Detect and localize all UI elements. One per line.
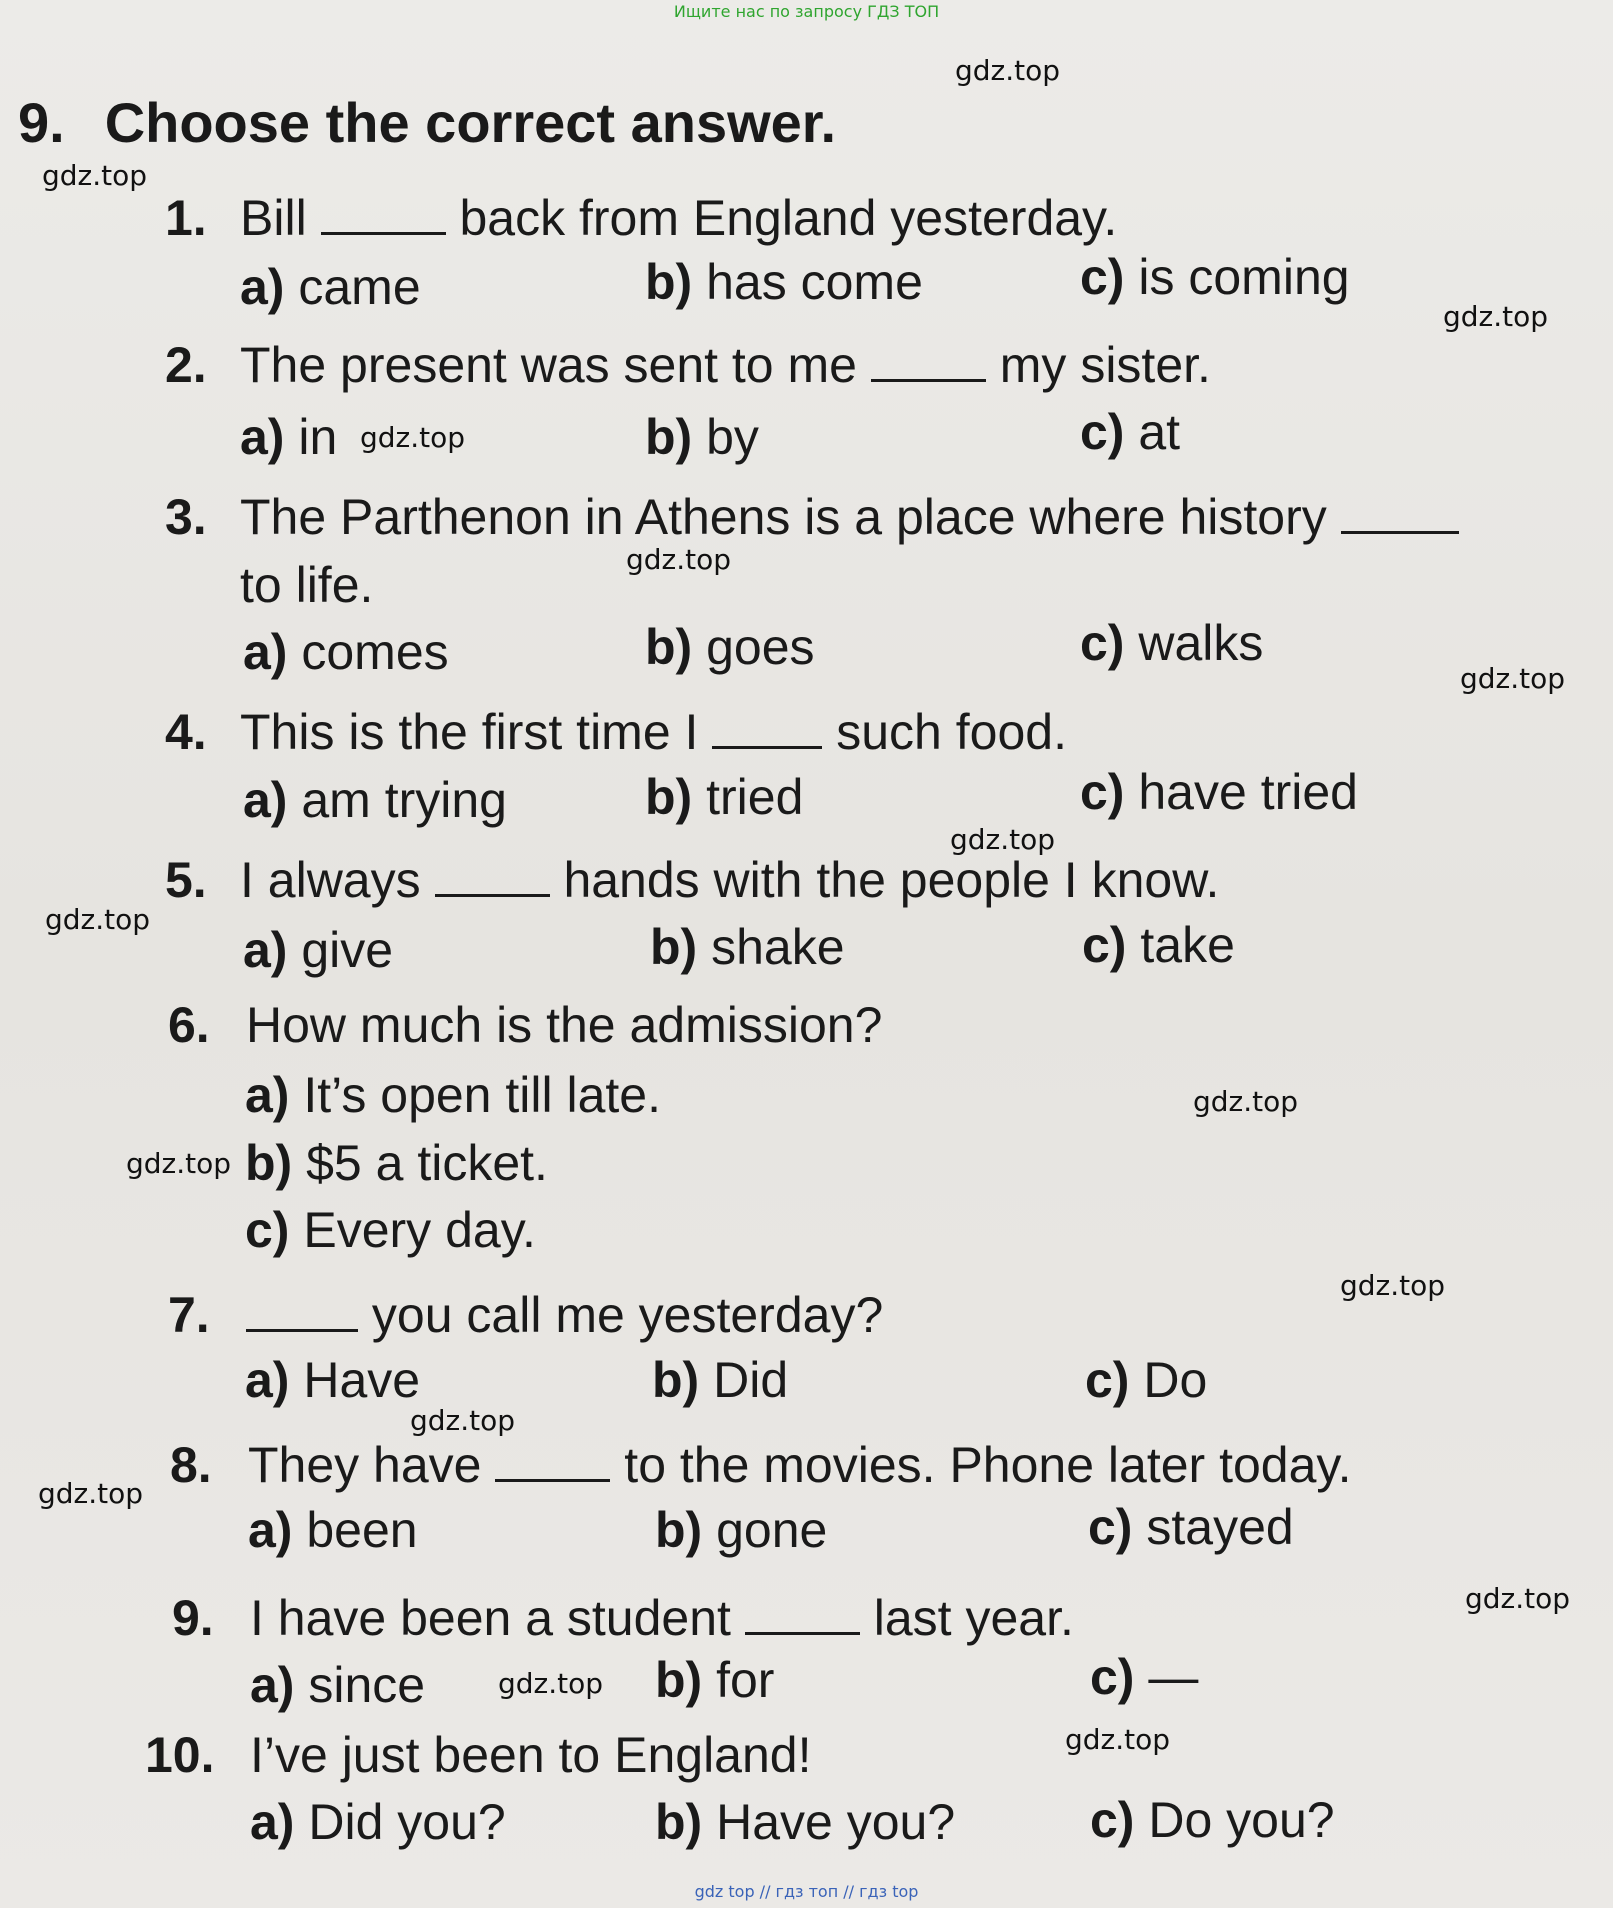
watermark: gdz.top xyxy=(1443,300,1549,333)
watermark: gdz.top xyxy=(38,1477,144,1510)
option-c[interactable]: c) Do you? xyxy=(1090,1792,1335,1848)
answer-blank[interactable] xyxy=(871,343,986,382)
option-c[interactable]: c) at xyxy=(1080,404,1181,460)
watermark: gdz.top xyxy=(1340,1269,1446,1302)
option-a[interactable]: a) since xyxy=(250,1657,426,1713)
watermark: gdz.top xyxy=(1465,1582,1571,1615)
question-10: 10. I’ve just been to England! xyxy=(145,1727,812,1783)
option-c[interactable]: c) Every day. xyxy=(245,1202,536,1258)
option-a[interactable]: a) came xyxy=(240,259,421,315)
question-5: 5. I always hands with the people I know. xyxy=(165,852,1220,908)
watermark: gdz.top xyxy=(950,823,1056,856)
watermark: gdz.top xyxy=(126,1147,232,1180)
option-c[interactable]: c) — xyxy=(1090,1649,1199,1705)
answer-blank[interactable] xyxy=(495,1443,610,1482)
option-b[interactable]: b) goes xyxy=(645,619,815,675)
option-c[interactable]: c) Do xyxy=(1085,1352,1208,1408)
option-b[interactable]: b) $5 a ticket. xyxy=(245,1135,548,1191)
option-b[interactable]: b) Did xyxy=(652,1352,789,1408)
watermark: gdz.top xyxy=(360,421,466,454)
watermark: gdz.top xyxy=(955,54,1061,87)
answer-blank[interactable] xyxy=(712,710,822,749)
option-a[interactable]: a) am trying xyxy=(243,772,507,828)
option-c[interactable]: c) have tried xyxy=(1080,764,1358,820)
question-6: 6. How much is the admission? xyxy=(168,997,883,1053)
option-a[interactable]: a) It’s open till late. xyxy=(245,1067,661,1123)
answer-blank[interactable] xyxy=(321,196,446,235)
exercise-heading xyxy=(18,90,836,155)
question-2: 2. The present was sent to me my sister. xyxy=(165,337,1211,393)
watermark: gdz.top xyxy=(42,159,148,192)
watermark: gdz.top xyxy=(1460,662,1566,695)
watermark: gdz.top xyxy=(1065,1723,1171,1756)
option-a[interactable]: a) Have xyxy=(245,1352,421,1408)
question-4: 4. This is the first time I such food. xyxy=(165,704,1067,760)
option-c[interactable]: c) is coming xyxy=(1080,249,1350,305)
watermark: gdz.top xyxy=(626,543,732,576)
option-b[interactable]: b) Have you? xyxy=(655,1794,956,1850)
option-c[interactable]: c) take xyxy=(1082,917,1235,973)
watermark: gdz.top xyxy=(45,903,151,936)
option-a[interactable]: a) give xyxy=(243,922,394,978)
answer-blank[interactable] xyxy=(435,858,550,897)
watermark: gdz.top xyxy=(498,1667,604,1700)
answer-blank[interactable] xyxy=(246,1293,358,1332)
watermark: gdz.top xyxy=(410,1404,516,1437)
answer-blank[interactable] xyxy=(745,1596,860,1635)
question-8: 8. They have to the movies. Phone later today. xyxy=(170,1437,1352,1493)
header-banner[interactable]: Ищите нас по запросу ГДЗ ТОП xyxy=(673,2,940,21)
option-a[interactable]: a) been xyxy=(248,1502,418,1558)
question-7: 7. you call me yesterday? xyxy=(168,1287,884,1343)
option-a[interactable]: a) Did you? xyxy=(250,1794,506,1850)
option-b[interactable]: b) for xyxy=(655,1652,775,1708)
option-c[interactable]: c) stayed xyxy=(1088,1499,1294,1555)
footer-banner[interactable]: gdz top // гдз топ // гдз top xyxy=(694,1882,919,1901)
option-a[interactable]: a) comes xyxy=(243,624,449,680)
question-9: 9. I have been a student last year. xyxy=(172,1590,1074,1646)
exercise-number: 9. xyxy=(18,91,65,154)
option-b[interactable]: b) shake xyxy=(650,919,845,975)
question-3: 3. The Parthenon in Athens is a place where history xyxy=(165,492,1459,542)
question-1: 1. Bill back from England yesterday. xyxy=(165,190,1118,246)
option-b[interactable]: b) gone xyxy=(655,1502,828,1558)
option-b[interactable]: b) has come xyxy=(645,254,923,310)
question-3-continued: to life. xyxy=(240,557,374,613)
option-b[interactable]: b) tried xyxy=(645,769,804,825)
answer-blank[interactable] xyxy=(1341,495,1459,534)
watermark: gdz.top xyxy=(1193,1085,1299,1118)
option-a[interactable]: a) in xyxy=(240,409,338,465)
option-b[interactable]: b) by xyxy=(645,409,759,465)
exercise-title: Choose the correct answer. xyxy=(104,91,837,154)
option-c[interactable]: c) walks xyxy=(1080,615,1264,671)
